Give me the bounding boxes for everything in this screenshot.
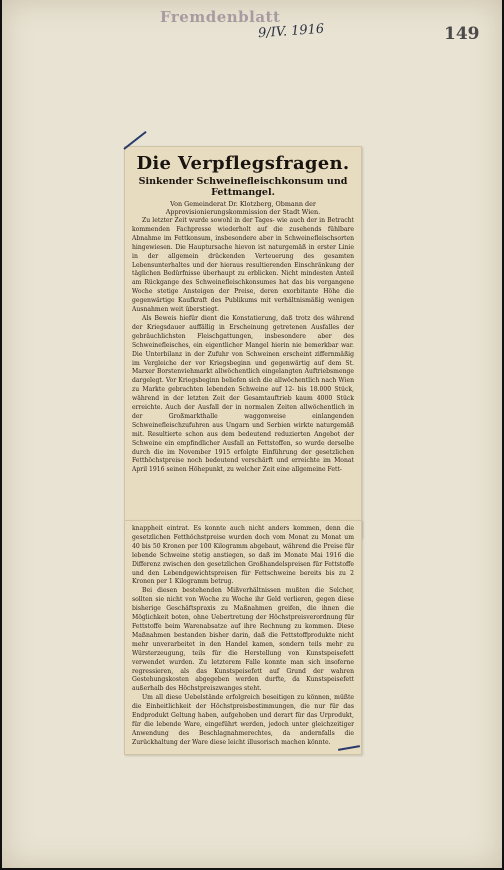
article-body-part-2 <box>125 521 361 748</box>
paragraph: Zu letzter Zeit wurde sowohl in der Tages- wie auch der in Betracht kommenden Fachpresse wiederholt auf die zusehends fühlbare Abnahme im Fettkonsum, insbesondere aber in Schweinefleischsorten hingewiesen. Die Hauptursache hievon ist naturgemäß in erster Linie in der allgemein drückenden Verteuerung des gesamten Lebensunterhaltes und der hieraus resultierenden Einschränkung der täglichen Bedürfnisse überhaupt zu erblicken. Nicht mindesten Anteil am Rückgange des Schweinefleischkonsumes hat das bis vergangene Woche stetige Ansteigen der Preise, deren exorbitante Höhe die gegenwärtige Kaufkraft des Publikums mit verhältnismäßig wenigen Ausnahmen weit überstiegt. <box>132 217 354 314</box>
page-number: 149 <box>444 24 480 44</box>
newspaper-stamp: Fremdenblatt <box>160 8 281 26</box>
article-title: Die Verpflegsfragen. <box>136 153 350 174</box>
clipping-part-1 <box>124 146 362 538</box>
handwritten-date: 9/IV. 1916 <box>257 21 325 42</box>
paragraph: knappheit eintrat. Es konnte auch nicht anders kommen, denn die gesetzlichen Fetthöchstpreise wurden doch vom Monat zu Monat um 40 bis 50 Kronen per 100 Kilogramm abgebaut, während die Preise für lebende Schweine stetig anstiegen, so daß im Monate Mai 1916 die Differenz zwischen den gesetzlichen Großhandelspreisen für Fettstoffe und den Lebendgewichtspreisen für Fettschweine bereits bis zu 2 Kronen per 1 Kilogramm betrug. <box>132 525 354 586</box>
article-subtitle: Sinkender Schweinefleischkonsum und Fettmangel. <box>138 176 348 198</box>
paragraph: Bei diesen bestehenden Mißverhältnissen mußten die Selcher, sollten sie nicht von Woche zu Woche ihr Geld verlieren, gegen diese bisherige Geschäftspraxis zu Maßnahmen greifen, die ihnen die Möglichkeit boten, ohne Uebertretung der Höchstpreisverordnung für Fettstoffe beim Warenabsatze auf ihre Rechnung zu kommen. Diese Maßnahmen bestanden bisher darin, daß die Fettstoffprodukte nicht mehr unverarbeitet in den Handel kamen, sondern teils mehr zu Würsterzeugung, teils für die Herstellung von Kunstspeisefett verwendet wurden. Zu letzterem Falle konnte man sich insoferne regressieren, als das Kunstspeisefett auf Grund der wahren Gestehungskosten abgegeben werden durfte, da Kunstspeisefett außerhalb des Höchstpreiszwanges steht. <box>132 587 354 693</box>
paragraph: Um all diese Uebelstände erfolgreich beseitigen zu können, müßte die Einheitlichkeit der Höchstpreisbestimmungen, die nur für das Endprodukt Geltung haben, aufgehoben und derart für das Urprodukt, für die lebende Ware, eingeführt werden, jedoch unter gleichzeitiger Anwendung des Beschlagnahmerechtes, da andernfalls die Zurückhaltung der Ware diese leicht illusorisch machen könnte. <box>132 694 354 746</box>
clipping-part-2 <box>124 520 362 755</box>
article-byline: Von Gemeinderat Dr. Klotzberg, Obmann der Approvisionierungskommission der Stadt Wien. <box>165 200 321 216</box>
article-body-part-1 <box>125 217 361 475</box>
paragraph: Als Beweis hiefür dient die Konstatierung, daß trotz des während der Kriegsdauer auffällig in Erscheinung getretenen Ausfalles der gebräuchlichsten Fleischgattungen, insbesondere aber des Schweinefleisches, ein eigentlicher Mangel hierin nie bemerkbar war. Die Unterbilanz in der Zufuhr von Schweinen erscheint ziffernmäßig im Vergleiche der vor Kriegsbeginn und gegenwärtig auf dem St. Marxer Borstenviehmarkt allwöchentlich eingelangten Auftriebsmenge dargelegt. Vor Kriegsbeginn beliefen sich die allwöchentlich nach Wien zu Markte gebrachten lebenden Schweine auf 12- bis 18.000 Stück, während in der letzten Zeit der Gesamtauftrieb kaum 4000 Stück erreichte. Auch der Ausfall der in normalen Zeiten allwöchentlich in der Großmarkthalle waggonweise einlangenden Schweinefleischzufuhren aus Ungarn und Serbien wirkte naturgemäß mit. Resultierte schon aus dem bedeutend reduzierten Angebot der Schweine ein empfindlicher Ausfall an Fettstoffen, so wurde derselbe durch die im November 1915 erfolgte Einführung der gesetzlichen Fetthöchstpreise noch bedeutend verschärft und erreichte im Monat April 1916 seinen Höhepunkt, zu welcher Zeit eine allgemeine Fett- <box>132 314 354 474</box>
